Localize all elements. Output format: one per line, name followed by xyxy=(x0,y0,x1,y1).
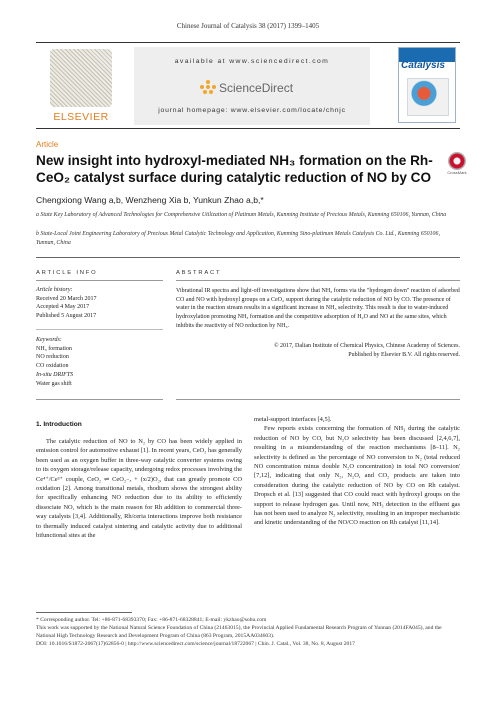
copyright-line: Published by Elsevier B.V. All rights reserved. xyxy=(348,351,460,358)
affiliation-b: b State-Local Joint Engineering Laboratory of Precious Metal Catalytic Technology and Application, Kunming Sino-platinum Metals Catalysts Co. Ltd., Kunming 650106, Yunnan, China xyxy=(36,231,440,246)
abstract-heading: ABSTRACT xyxy=(176,270,222,276)
crossmark-label: CrossMark xyxy=(447,170,467,175)
keyword-item: NO reduction xyxy=(36,354,69,361)
cover-title: Catalysis xyxy=(401,60,445,71)
body-paragraph: The catalytic reduction of NO to N₂ by CO has been widely applied in emission control for automotive exhaust [1]. In recent years, CeO₂ has generally been used as an oxygen buffer in three-way catalytic converter systems owing to its oxygen storage/release capacity, undergoing redox processes involving the Ce⁴⁺/Ce³⁺ couple, CeO₂ ⇌ CeO₂₋ₓ + (x/2)O₂, that can greatly promote CO oxidation [2]. Among transitional metals, rhodium shows the strongest ability for specifically enhancing NO reduction due to its ability to efficiently dissociate NO, which is the main reason for Rh addition to commercial three-way catalysts [3,4]. Additionally, Rh/ceria interactions improve both resistance to thermally induced catalyst sintering and catalytic activity due to additional bifunctional sites at the xyxy=(36,438,242,540)
author-list: Chengxiong Wang a,b, Wenzheng Xia b, Yunkun Zhao a,b,* xyxy=(36,195,264,205)
journal-citation: Chinese Journal of Catalysis 38 (2017) 1399–1405 xyxy=(176,22,320,30)
keyword-item: Water gas shift xyxy=(36,380,72,387)
sciencedirect-wordmark: ScienceDirect xyxy=(219,81,294,95)
cover-art-image xyxy=(407,78,449,116)
sciencedirect-dots-icon xyxy=(200,80,216,96)
journal-homepage-link[interactable]: journal homepage: www.elsevier.com/locate/chnjc xyxy=(158,107,346,114)
corresponding-author-note: * Corresponding author. Tel: +86-871-68393370; Fax: +86-871-68328841; E-mail: ykzhao@sohu.com xyxy=(36,617,267,623)
elsevier-logo[interactable] xyxy=(40,49,122,127)
available-at-link[interactable]: available at www.sciencedirect.com xyxy=(174,58,330,65)
copyright-notice xyxy=(176,342,460,359)
history-heading: Article history: xyxy=(36,287,73,293)
keyword-item: CO oxidation xyxy=(36,363,69,370)
divider xyxy=(36,329,163,330)
sciencedirect-banner xyxy=(134,47,370,125)
divider xyxy=(176,399,460,400)
sciencedirect-logo[interactable] xyxy=(200,78,320,100)
history-item: Accepted 4 May 2017 xyxy=(36,304,90,311)
divider xyxy=(176,280,460,281)
publisher-name: ELSEVIER xyxy=(53,111,109,123)
elsevier-tree-icon xyxy=(50,49,112,107)
copyright-line: © 2017, Dalian Institute of Chemical Physics, Chinese Academy of Sciences. xyxy=(273,343,460,349)
doi-line[interactable]: DOI: 10.1016/S1872-2067(17)62856-0 | http://www.sciencedirect.com/science/journal/18722067 | Chin. J. Catal., Vol. 38, No. 8, August 2017 xyxy=(36,641,355,647)
divider xyxy=(36,280,163,281)
history-item: Published 5 August 2017 xyxy=(36,313,97,320)
divider xyxy=(36,257,460,258)
article-history xyxy=(36,286,163,321)
funding-note: This work was supported by the National Natural Science Foundation of China (21463015), the Provincial Applied Fundamental Research Program of Yunnan (2014FA045), and the National High Technology Research and Development Program of China (863 Program, 2015AA034603). xyxy=(36,625,442,639)
affiliation-a: a State Key Laboratory of Advanced Technologies for Comprehensive Utilization of Platinum Metals, Kunming Institute of Precious Metals, Kunming 650106, Yunnan, China xyxy=(36,212,447,218)
body-column-right xyxy=(254,415,460,528)
keyword-item: In-situ DRIFTS xyxy=(36,371,74,378)
keywords-heading: Keywords: xyxy=(36,337,62,343)
keywords xyxy=(36,336,163,388)
history-item: Received 20 March 2017 xyxy=(36,295,97,302)
abstract-text: Vibrational IR spectra and light-off investigations show that NH₃ forms via the "hydrogen down" reaction of adsorbed CO and NO with hydroxyl groups on a CeO₂ support during the catalytic reduction of NO by CO. The presence of water in the reaction stream results in a significant increase in NH₃ selectivity. This result is due to water-induced hydroxylation promoting NH₃ formation and the competitive adsorption of H₂O and NO at the same sites, which inhibits the reactivity of NO reduction by NH₃. xyxy=(176,288,460,329)
body-paragraph: Few reports exists concerning the formation of NH₃ during the catalytic reduction of NO by CO, but N₂O selectivity has been discussed [2,4,6,7], resulting in a misunderstanding of the reaction mechanisms [8–11]. N₂ selectivity is defined as 'the percentage of NO conversion to N₂ (total reduced NO concentration minus double N₂O concentration) in total NO conversion' [7,12], indicating that only N₂, N₂O, and CO₂ products are taken into consideration during the catalytic reduction of NO by CO on Rh catalyst. Dropsch et al. [13] suggested that CO could react with hydroxyl groups on the support to release hydrogen gas. Until now, NH₃ detection in the effluent gas has not been used to analyze N₂ selectivity, resulting in an improper mechanistic and kinetic understanding of the NO/CO reaction on Rh catalyst [11,14]. xyxy=(254,425,460,527)
crossmark-badge[interactable] xyxy=(446,152,468,178)
article-info-heading: ARTICLE INFO xyxy=(36,270,98,276)
body-column-left xyxy=(36,437,242,540)
body-paragraph: metal-support interfaces [4,5]. xyxy=(254,416,332,423)
keyword-item: NH₃ formation xyxy=(36,345,72,352)
article-type-label: Article xyxy=(36,140,59,149)
journal-cover[interactable] xyxy=(398,47,456,123)
divider xyxy=(36,399,163,400)
section-heading-introduction: 1. Introduction xyxy=(36,421,82,428)
article-title: New insight into hydroxyl-mediated NH₃ formation on the Rh-CeO₂ catalyst surface during catalytic reduction of NO by CO xyxy=(36,153,433,185)
crossmark-icon xyxy=(448,152,466,170)
footnote-divider xyxy=(36,612,132,613)
masthead xyxy=(36,42,460,129)
footnotes xyxy=(36,616,460,648)
